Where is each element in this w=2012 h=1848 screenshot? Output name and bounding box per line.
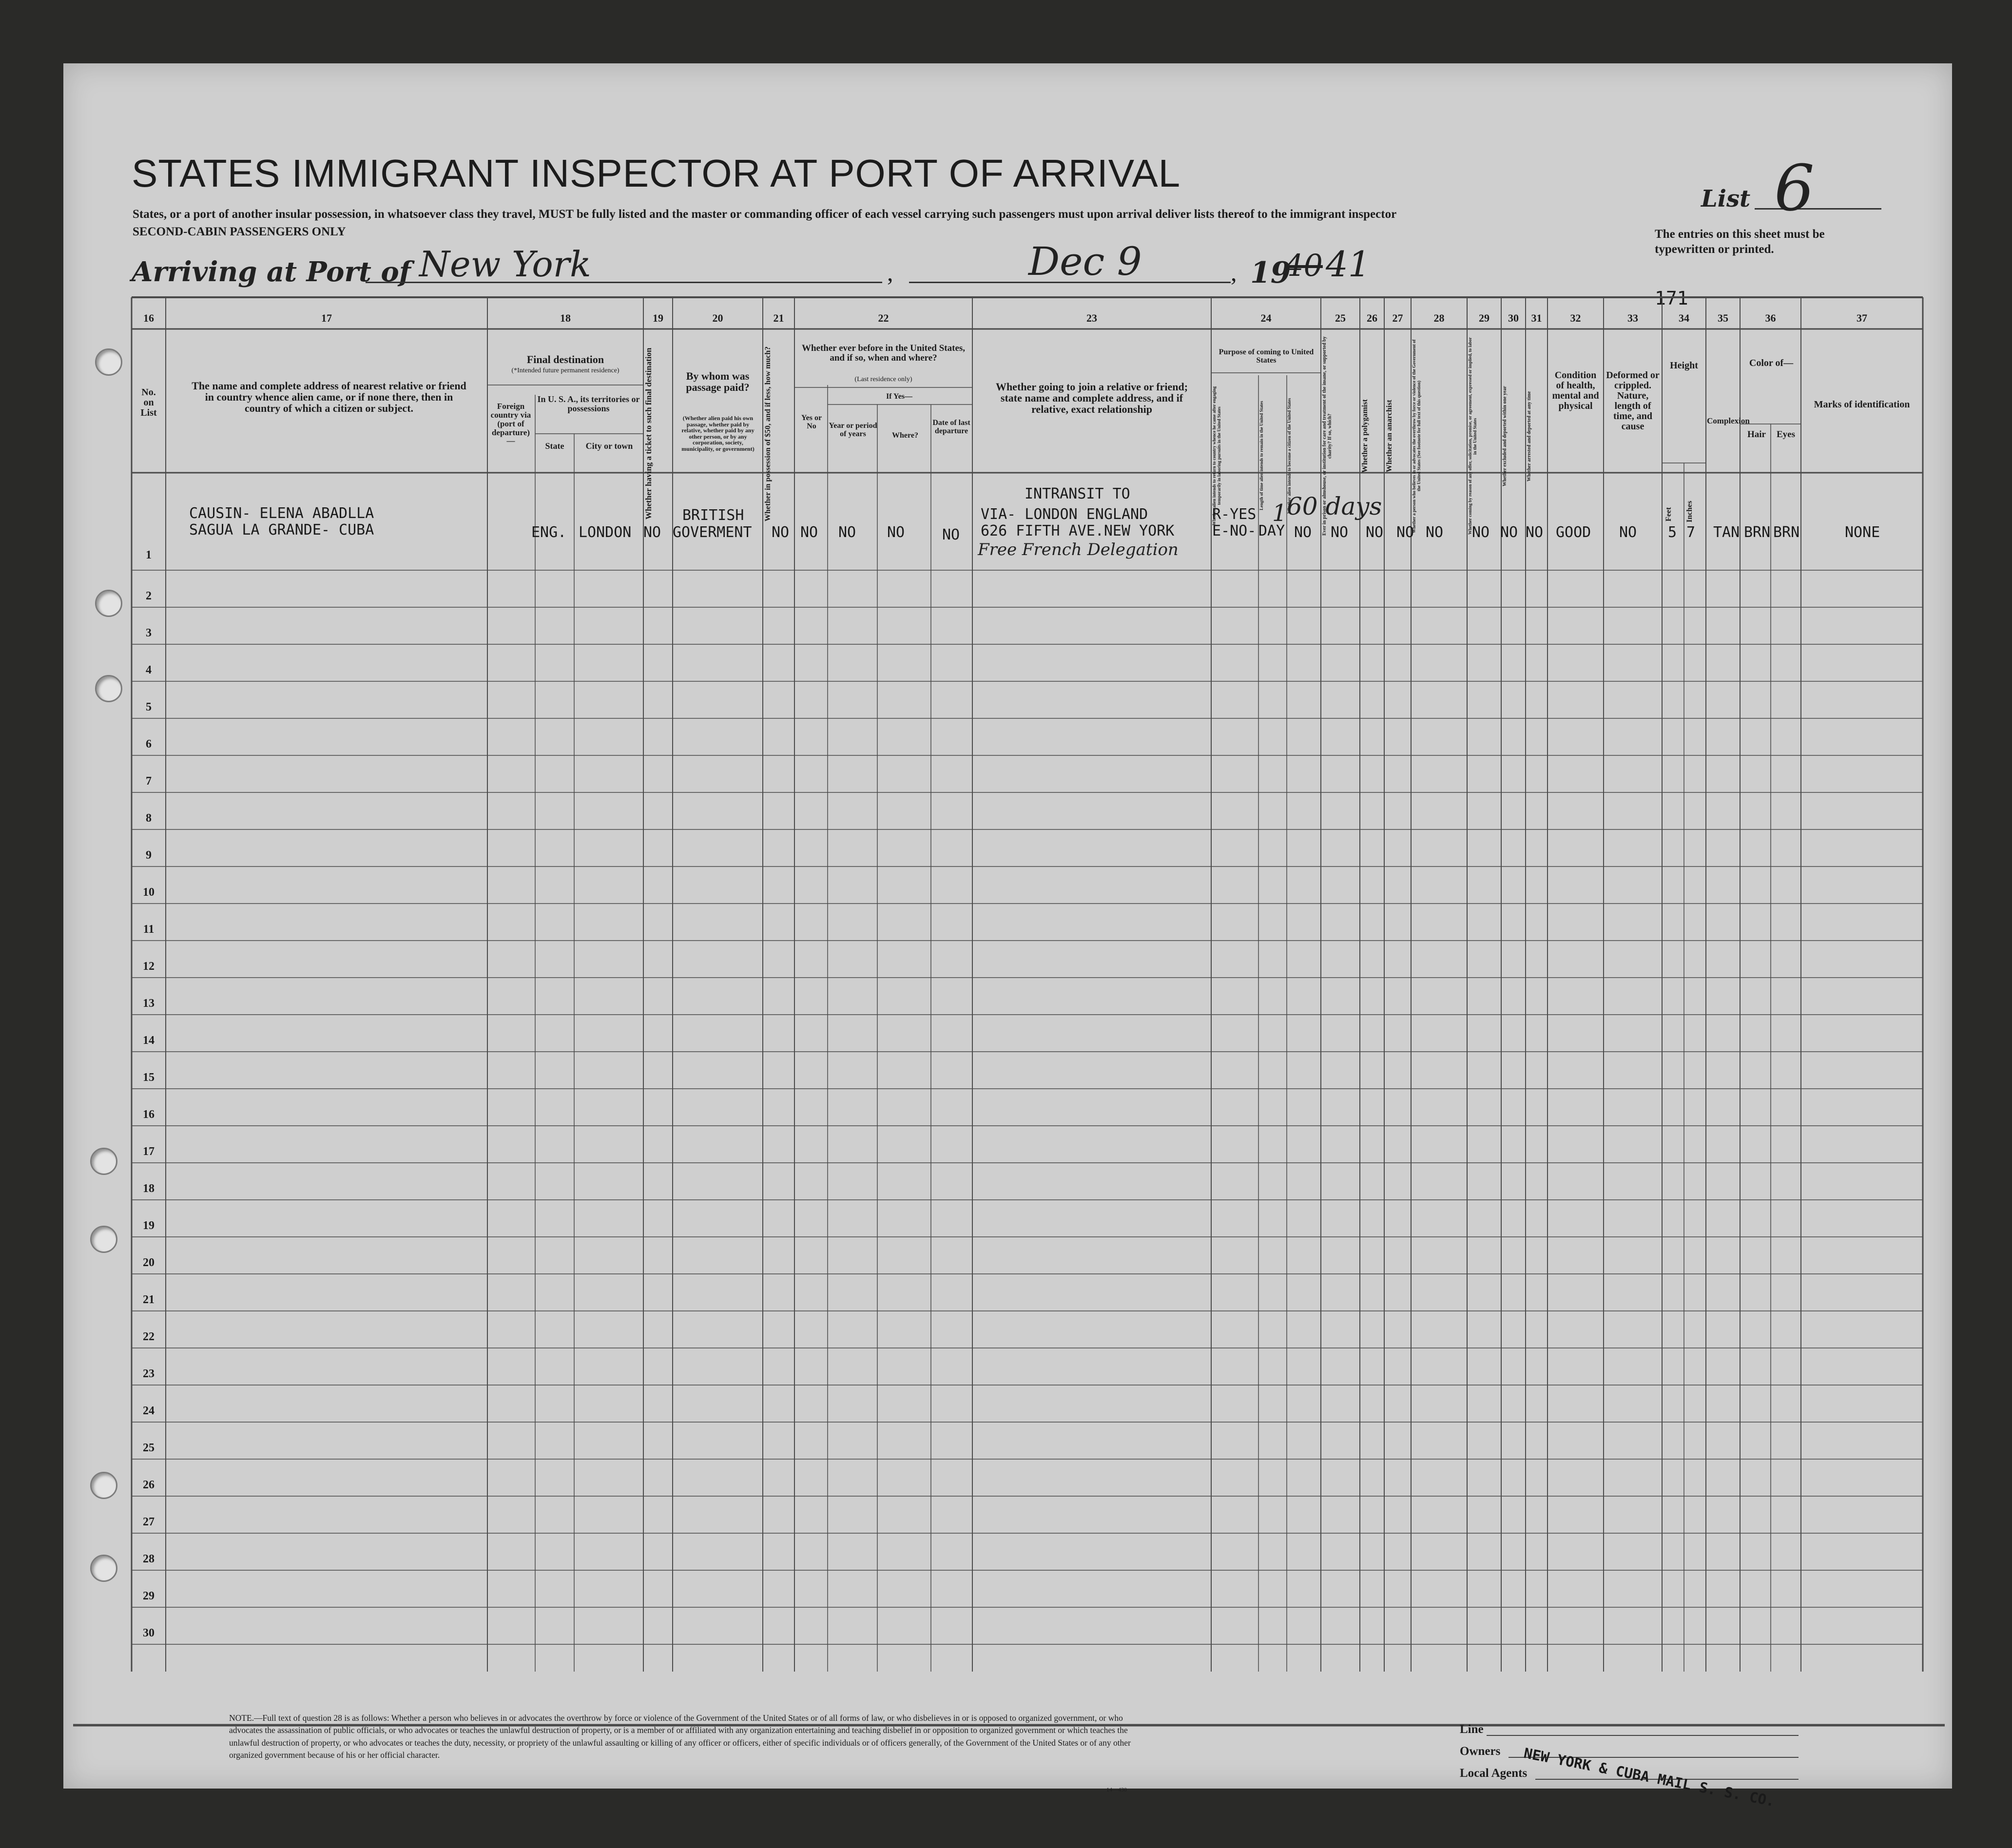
header-ticket: Whether having a ticket to such final destination: [644, 347, 653, 520]
row-number: 26: [143, 1479, 155, 1491]
header-yes-no: Yes or No: [801, 414, 822, 430]
overthrow-value: NO: [1426, 524, 1444, 541]
header-if-yes: If Yes—: [886, 392, 913, 401]
purpose-line2: E-NO-: [1212, 522, 1257, 539]
row-number: 30: [143, 1627, 155, 1639]
length-typed: DAY: [1258, 522, 1285, 539]
arriving-label: Arriving at Port of: [132, 256, 411, 288]
row-number: 13: [143, 997, 155, 1010]
column-number: 22: [878, 312, 889, 324]
header-marks: Marks of identification: [1814, 399, 1910, 410]
prison-value: NO: [1331, 524, 1349, 541]
row-number: 23: [143, 1367, 155, 1380]
date-departure-value: NO: [942, 526, 960, 543]
header-hair: Hair: [1747, 429, 1766, 440]
excluded-value: NO: [1500, 524, 1518, 541]
row-number: 10: [143, 886, 155, 899]
row-number: 29: [143, 1590, 155, 1602]
header-height: Height: [1670, 360, 1698, 371]
deformed-value: NO: [1619, 524, 1637, 541]
header-no-on-list: No. on List: [140, 387, 157, 418]
paid-by-line2: GOVERMENT: [673, 524, 752, 541]
header-passage-paid: By whom was passage paid?: [686, 370, 750, 394]
header-city: City or town: [585, 441, 633, 451]
join-handwritten: Free French Delegation: [978, 540, 1179, 559]
header-labor-offer: Whether coming by reason of any offer, solicitation, promise, or agreement, expressed or implied, to labor in the United States: [1468, 337, 1477, 535]
row-number: 22: [143, 1330, 155, 1343]
row-number: 1: [146, 549, 152, 561]
header-nearest-relative: The name and complete address of nearest relative or friend in country whence alien came, or if none there, then in country of which a citizen or subject.: [192, 380, 466, 415]
column-number: 31: [1531, 312, 1542, 324]
column-number: 36: [1765, 312, 1776, 324]
header-final-destination: Final destination: [526, 353, 604, 366]
join-line2: VIA- LONDON ENGLAND: [981, 506, 1148, 523]
foreign-via: ENG.: [531, 524, 567, 541]
row-number: 24: [143, 1405, 155, 1417]
header-where: Where?: [892, 431, 918, 440]
row-number: 28: [143, 1553, 155, 1565]
column-number: 37: [1857, 312, 1867, 324]
manifest-sheet: [63, 63, 1952, 1810]
header-purpose-length: Length of time alien intends to remain in the United States: [1259, 401, 1264, 511]
page-title: STATES IMMIGRANT INSPECTOR AT PORT OF ARRIVAL: [132, 152, 1181, 195]
paid-by-line1: BRITISH: [682, 507, 744, 524]
comma: ,: [887, 259, 893, 286]
year-struck: 40: [1284, 248, 1323, 283]
comma: ,: [1231, 259, 1237, 286]
column-number: 32: [1570, 312, 1581, 324]
header-date-departure: Date of last departure: [932, 419, 970, 435]
eyes-value: BRN: [1773, 524, 1800, 541]
row-number: 3: [146, 627, 152, 639]
column-number: 21: [773, 312, 784, 324]
year-written: 41: [1326, 244, 1371, 285]
header-color-of: Color of—: [1749, 358, 1794, 368]
ever-before-value: NO: [800, 524, 818, 541]
header-state: State: [545, 441, 564, 451]
fifty-dollars-value: NO: [772, 524, 790, 541]
row-number: 11: [143, 923, 155, 936]
row-number: 19: [143, 1219, 155, 1232]
header-period: Year or period of years: [829, 422, 877, 438]
header-fifty-dollars: Whether in possession of $50, and if less, how much?: [764, 346, 772, 521]
hair-value: BRN: [1744, 524, 1771, 541]
row-number: 20: [143, 1256, 155, 1269]
year-prefix: 19: [1250, 256, 1291, 290]
header-eyes: Eyes: [1777, 429, 1795, 440]
row-number: 9: [146, 849, 152, 862]
join-line3: 626 FIFTH AVE.NEW YORK: [981, 522, 1175, 539]
destination-city: LONDON: [579, 524, 632, 541]
company-stamp: NEW YORK & CUBA MAIL S. S. CO.: [1522, 1745, 1777, 1810]
column-number: 20: [712, 312, 723, 324]
header-foreign-country: Foreign country via (port of departure)—: [490, 402, 531, 446]
header-inches: Inches: [1685, 500, 1694, 523]
header-arrested: Whether arrested and deported at any time: [1527, 391, 1532, 481]
row-number: 6: [146, 738, 152, 751]
sheet-number: 171: [1655, 288, 1688, 309]
row-number: 8: [146, 812, 152, 825]
arrested-value: NO: [1526, 524, 1544, 541]
citizen-value: NO: [1294, 524, 1312, 541]
header-final-destination-note: (*Intended future permanent residence): [511, 367, 619, 374]
row-number: 18: [143, 1182, 155, 1195]
column-number: 24: [1260, 312, 1272, 324]
row-number: 4: [146, 664, 152, 676]
list-label: List: [1701, 185, 1751, 212]
column-number: 29: [1479, 312, 1490, 324]
list-number: 6: [1774, 151, 1815, 225]
height-inches: 7: [1686, 524, 1696, 541]
line-label: Line: [1460, 1723, 1484, 1736]
row-number: 12: [143, 960, 155, 973]
header-prison: Ever in prison or almshouse, or institution for care and treatment of the insane, or supported by charity? If so, which?: [1322, 336, 1333, 536]
header-excluded: Whether excluded and deported within one year: [1502, 386, 1508, 486]
header-feet: Feet: [1664, 507, 1673, 521]
period-value: NO: [838, 524, 856, 541]
where-value: NO: [887, 524, 905, 541]
entries-note: The entries on this sheet must be typewritten or printed.: [1655, 228, 1825, 256]
column-number: 34: [1679, 312, 1689, 324]
class-line: SECOND-CABIN PASSENGERS ONLY: [133, 225, 346, 238]
column-number: 25: [1335, 312, 1346, 324]
join-line1: INTRANSIT TO: [1025, 485, 1130, 502]
row-number: 25: [143, 1442, 155, 1454]
relative-name: CAUSIN- ELENA ABADLLA: [189, 505, 374, 522]
header-in-usa: In U. S. A., its territories or possessions: [537, 394, 640, 413]
header-complexion: Complexion: [1707, 416, 1750, 425]
column-number: 33: [1627, 312, 1638, 324]
row-number: 15: [143, 1071, 155, 1084]
line-underline: [1487, 1735, 1799, 1736]
marks-value: NONE: [1845, 524, 1880, 541]
page-subtitle: States, or a port of another insular possession, in whatsoever class they travel, MUST be fully listed and the master or commanding officer of each vessel carrying such passengers must upon arrival deliver lists thereof to the immigrant inspector: [133, 208, 1397, 221]
header-join-relative: Whether going to join a relative or friend; state name and complete address, and if relative, exact relationship: [995, 381, 1188, 416]
owners-label: Owners: [1460, 1745, 1501, 1758]
header-ever-before-note: (Last residence only): [854, 376, 912, 383]
height-feet: 5: [1668, 524, 1677, 541]
local-agents-label: Local Agents: [1460, 1767, 1528, 1780]
row-number: 14: [143, 1034, 155, 1047]
header-deformed: Deformed or crippled. Nature, length of time, and cause: [1606, 370, 1660, 432]
column-number: 26: [1367, 312, 1377, 324]
header-purpose: Purpose of coming to United States: [1219, 348, 1314, 365]
row-number: 2: [146, 590, 152, 602]
header-polygamist: Whether a polygamist: [1361, 399, 1369, 473]
ticket-value: NO: [643, 524, 661, 541]
column-number: 17: [321, 312, 332, 324]
purpose-line1: R-YES: [1212, 506, 1257, 523]
row-number: 7: [146, 775, 152, 788]
row-number: 16: [143, 1108, 155, 1121]
column-number: 30: [1508, 312, 1519, 324]
header-overthrow: Whether a person who believes in or advocates the overthrow by force or violence of the Government of the United States (See footnote for full text of this question): [1412, 339, 1421, 533]
form-number: 14—430: [1106, 1786, 1127, 1793]
column-number: 16: [143, 312, 154, 324]
header-anarchist: Whether an anarchist: [1385, 400, 1393, 473]
relative-address: SAGUA LA GRANDE- CUBA: [189, 521, 374, 539]
health-value: GOOD: [1556, 524, 1591, 541]
length-handwritten: 1: [1272, 500, 1287, 527]
footnote: NOTE.—Full text of question 28 is as follows: Whether a person who believes in or advocates the overthrow by force or violence of the Government of the United States or of all forms of law, or who disbelieves in or is opposed to organized government, or who advocates the assassination of public officials, or who advocates or teaches the unlawful destruction of property, or is a member of or affiliated with any organization entertaining and teaching disbelief in or opposition to organized government or which teaches the unlawful destruction of property, or who advocates or teaches the duty, necessity, or propriety of the unlawful assaulting or killing of any officer or officers, either of specific individuals or of officers generally, of the Government of the United States or of any other organized government because of his or her official character.: [229, 1713, 1131, 1760]
column-number: 23: [1086, 312, 1097, 324]
row-number: 21: [143, 1293, 155, 1306]
column-number: 19: [653, 312, 663, 324]
arrival-date: Dec 9: [1028, 239, 1142, 284]
row-number: 5: [146, 701, 152, 713]
column-number: 18: [560, 312, 571, 324]
column-number: 28: [1433, 312, 1445, 324]
header-purpose-citizen: Whether alien intends to become a citizen of the United States: [1287, 398, 1292, 514]
port-name: New York: [419, 244, 591, 285]
column-number: 27: [1392, 312, 1403, 324]
header-purpose-return: Whether alien intends to return to country whence he came after engaging temporarily in laboring pursuits in the United States: [1212, 386, 1221, 525]
column-number: 35: [1718, 312, 1728, 324]
header-ever-before: Whether ever before in the United States, and if so, when and where?: [801, 343, 966, 363]
labor-offer-value: NO: [1472, 524, 1490, 541]
complexion-value: TAN: [1713, 524, 1740, 541]
length-annotation: 60 days: [1287, 492, 1382, 520]
header-health: Condition of health, mental and physical: [1552, 370, 1599, 411]
row-number: 17: [143, 1145, 155, 1158]
anarchist-value: NO: [1396, 524, 1414, 541]
polygamist-value: NO: [1366, 524, 1384, 541]
header-passage-paid-note: (Whether alien paid his own passage, whether paid by relative, whether paid by any other person, or by any corporation, society, municipality, or government): [681, 415, 754, 452]
row-number: 27: [143, 1516, 155, 1528]
